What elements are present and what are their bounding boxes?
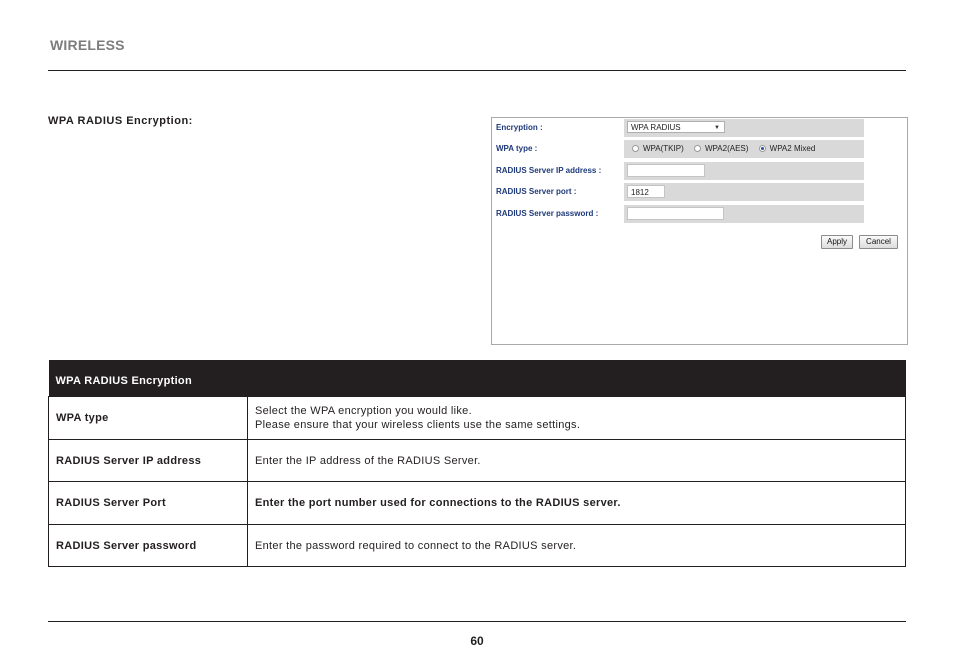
radio-wpa2-mixed-label: WPA2 Mixed [769,144,816,153]
table-header-row [49,360,906,397]
table-row [49,397,906,440]
radio-on-icon [759,145,766,152]
ip-input[interactable] [627,164,705,177]
port-row [492,183,907,202]
table-row [49,482,906,525]
password-label: RADIUS Server password : [496,209,599,218]
table-row [49,525,906,567]
encryption-row [492,119,907,138]
ip-label: RADIUS Server IP address : [496,166,602,175]
row-value: Enter the IP address of the RADIUS Server. [248,440,906,482]
footer-divider [48,621,906,622]
row-key: WPA type [49,397,248,440]
encryption-select-value: WPA RADIUS [631,123,681,132]
password-row [492,205,907,224]
settings-table [48,360,906,567]
radio-wpa2-mixed[interactable] [759,144,816,153]
row-value: Enter the password required to connect to the RADIUS server. [248,525,906,567]
ip-field [624,162,864,180]
wpa-type-row [492,140,907,159]
port-label: RADIUS Server port : [496,187,577,196]
encryption-field [624,119,864,137]
row-key: RADIUS Server IP address [49,440,248,482]
subheading: WPA RADIUS Encryption: [48,115,193,127]
row-key: RADIUS Server password [49,525,248,567]
port-field [624,183,864,201]
wpa-type-field [624,140,864,158]
radio-wpa-tkip[interactable] [632,144,684,153]
row-value-line: Select the WPA encryption you would like. [255,405,472,417]
apply-button[interactable]: Apply [821,235,853,249]
section-title: WIRELESS [50,37,125,53]
radio-off-icon [632,145,639,152]
password-field [624,205,864,223]
table-row [49,440,906,482]
port-input[interactable]: 1812 [627,185,665,198]
wpa-type-radio-group [632,144,823,153]
radio-wpa2-aes[interactable] [694,144,748,153]
settings-screenshot [491,117,908,345]
radio-off-icon [694,145,701,152]
radio-wpa2-aes-label: WPA2(AES) [704,144,749,153]
password-input[interactable] [627,207,724,220]
radio-wpa-tkip-label: WPA(TKIP) [643,144,684,153]
row-key: RADIUS Server Port [49,482,248,525]
table-title: WPA RADIUS Encryption [49,360,906,397]
cancel-button[interactable]: Cancel [859,235,898,249]
encryption-label: Encryption : [496,123,543,132]
row-value [248,397,906,440]
page-number: 60 [470,634,484,648]
wpa-type-label: WPA type : [496,144,538,153]
chevron-down-icon: ▼ [714,125,720,131]
row-value-line: Please ensure that your wireless clients use the same settings. [255,419,581,431]
ip-row [492,162,907,181]
header-divider [48,70,906,71]
row-value: Enter the port number used for connections to the RADIUS server. [248,482,906,525]
encryption-select[interactable] [627,121,725,133]
